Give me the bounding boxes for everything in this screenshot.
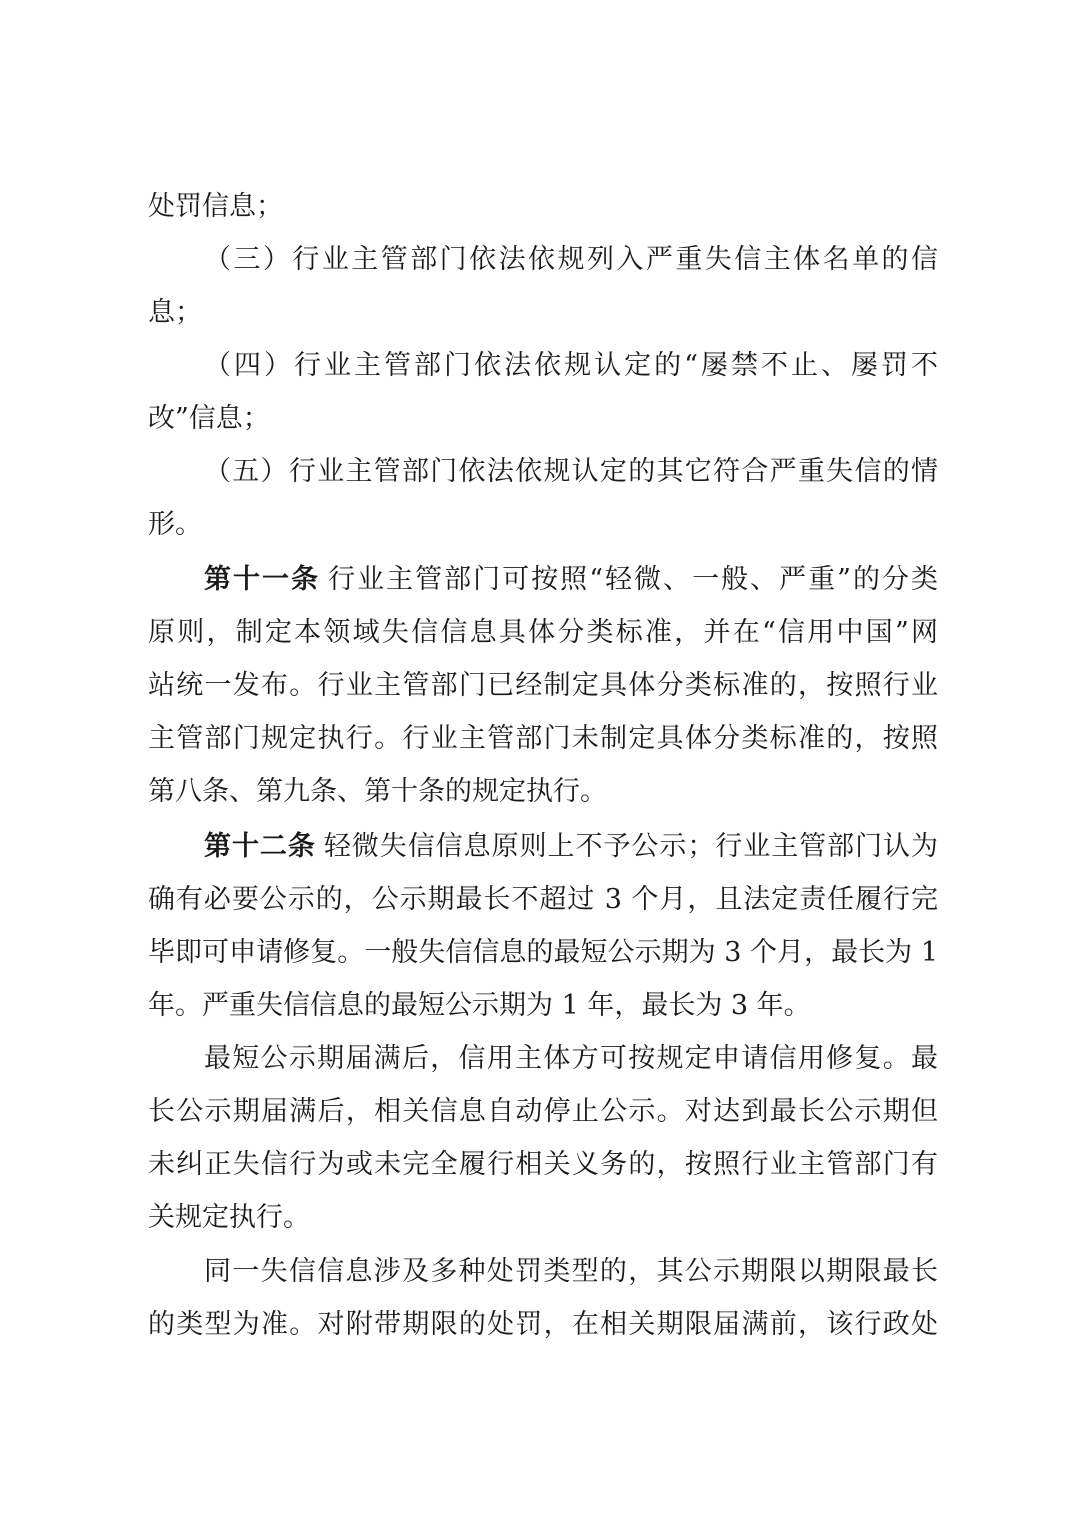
article-text: 轻微失信信息原则上不予公示；行业主管部门认为 (323, 831, 939, 862)
text-line: 最短公示期届满后，信用主体方可按规定申请信用修复。最 (204, 1043, 938, 1074)
text-line: 长公示期届满后，相关信息自动停止公示。对达到最长公示期但 (148, 1096, 938, 1127)
text-line: 改”信息； (148, 403, 270, 434)
text-line: 处罚信息； (148, 191, 283, 222)
article-11-first-line (204, 560, 938, 600)
text-line: 第八条、第九条、第十条的规定执行。 (148, 776, 607, 807)
text-line: 同一失信信息涉及多种处罚类型的，其公示期限以期限最长 (204, 1256, 938, 1287)
text-line: 主管部门规定执行。行业主管部门未制定具体分类标准的，按照 (148, 723, 938, 754)
text-line: 原则，制定本领域失信信息具体分类标准，并在“信用中国”网 (148, 617, 938, 648)
text-line: 年。严重失信信息的最短公示期为 1 年，最长为 3 年。 (148, 990, 811, 1021)
article-heading: 第十二条 (204, 831, 316, 862)
text-line: （四）行业主管部门依法依规认定的“屡禁不止、屡罚不 (204, 350, 938, 381)
text-line: 息； (148, 297, 202, 328)
article-12-first-line (204, 827, 938, 867)
text-line: 的类型为准。对附带期限的处罚，在相关期限届满前，该行政处 (148, 1309, 938, 1340)
text-line: 关规定执行。 (148, 1202, 310, 1233)
article-text: 行业主管部门可按照“轻微、一般、严重”的分类 (328, 564, 938, 595)
text-line: 毕即可申请修复。一般失信信息的最短公示期为 3 个月，最长为 1 (148, 937, 938, 968)
text-line: 确有必要公示的，公示期最长不超过 3 个月，且法定责任履行完 (148, 884, 938, 915)
text-line: （三）行业主管部门依法依规列入严重失信主体名单的信 (204, 244, 938, 275)
text-line: 未纠正失信行为或未完全履行相关义务的，按照行业主管部门有 (148, 1149, 938, 1180)
article-heading: 第十一条 (204, 564, 321, 595)
text-line: 站统一发布。行业主管部门已经制定具体分类标准的，按照行业 (148, 670, 938, 701)
text-line: 形。 (148, 509, 202, 540)
text-line: （五）行业主管部门依法依规认定的其它符合严重失信的情 (204, 456, 938, 487)
